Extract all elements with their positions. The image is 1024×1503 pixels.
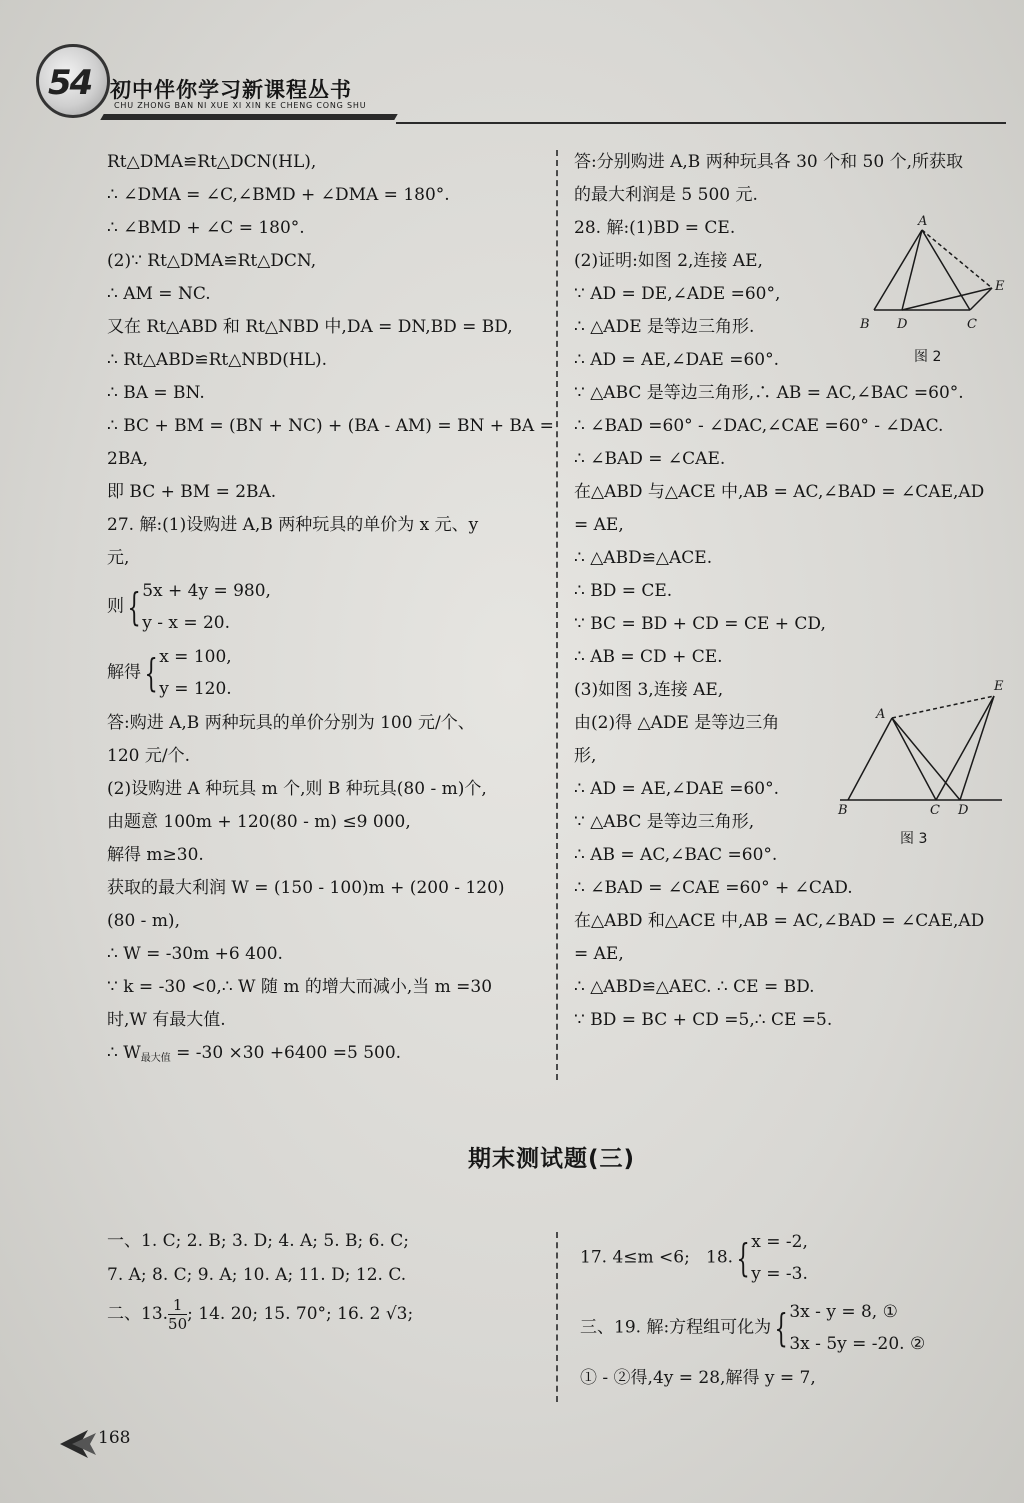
text-line: 答:分别购进 A,B 两种玩具各 30 个和 50 个,所获取 — [574, 152, 963, 172]
series-logo — [36, 44, 110, 118]
page-number: 168 — [98, 1428, 131, 1448]
section-title: 期末测试题(三) — [468, 1146, 636, 1172]
brace: { — [127, 585, 141, 629]
fig2-edge-ac — [922, 230, 970, 310]
text-line: ∴ ∠DMA = ∠C,∠BMD + ∠DMA = 180°. — [107, 185, 450, 205]
brace: { — [774, 1306, 788, 1350]
text-line: ∴ W = -30m +6 400. — [107, 944, 283, 964]
left-column — [107, 146, 554, 1070]
text-fragment: 二、13. — [107, 1304, 169, 1324]
text-line: ∴ BC + BM = (BN + NC) + (BA - AM) = BN + BA = — [107, 416, 554, 436]
text-fragment: = -30 ×30 +6400 =5 500. — [170, 1043, 402, 1063]
text-line: ∴ BD = CE. — [574, 581, 673, 601]
fig2-label-a: A — [918, 214, 928, 229]
fig3-edge-ae — [892, 696, 994, 718]
text-fragment: ∴ W — [107, 1043, 141, 1063]
text-line: ∴ AM = NC. — [107, 284, 211, 304]
figure-3-caption: 图 3 — [900, 831, 928, 847]
fig2-label-c: C — [967, 317, 977, 332]
text-line: 在△ABD 与△ACE 中,AB = AC,∠BAD = ∠CAE,AD — [574, 482, 985, 502]
text-line: 形, — [574, 746, 597, 766]
text-line: ∴ AB = AC,∠BAC =60°. — [574, 845, 778, 865]
text-line: 由(2)得 △ADE 是等边三角 — [574, 713, 780, 733]
text-line: (2)∵ Rt△DMA≌Rt△DCN, — [107, 251, 317, 271]
text-line: 在△ABD 和△ACE 中,AB = AC,∠BAD = ∠CAE,AD — [574, 911, 985, 931]
text-line: ∴ Rt△ABD≌Rt△NBD(HL). — [107, 350, 328, 370]
text-line: ∴ △ABD≌△ACE. — [574, 548, 713, 568]
text-line: 获取的最大利润 W = (150 - 100)m + (200 - 120) — [107, 878, 505, 898]
text-line: = AE, — [574, 515, 624, 535]
text-line: ∵ △ABC 是等边三角形, — [574, 812, 755, 832]
system-row: y - x = 20. — [142, 613, 231, 633]
fig2-edge-ab — [874, 230, 922, 310]
system-row: 3x - y = 8, ① — [789, 1302, 898, 1322]
text-line: 2BA, — [107, 449, 148, 469]
column-divider-lower — [556, 1232, 558, 1402]
fig3-label-c: C — [930, 803, 940, 818]
text-line: Rt△DMA≌Rt△DCN(HL), — [107, 152, 317, 172]
text-fragment: ; 14. 20; 15. 70°; 16. 2 √3; — [187, 1304, 414, 1324]
text-line: (3)如图 3,连接 AE, — [574, 680, 724, 700]
text-line: ∴ BA = BN. — [107, 383, 205, 403]
text-line: 的最大利润是 5 500 元. — [574, 185, 758, 205]
fig3-label-d: D — [958, 803, 969, 818]
fig3-edge-ad — [892, 718, 960, 800]
text-line: 答:购进 A,B 两种玩具的单价分别为 100 元/个、 — [107, 713, 475, 733]
choice-answers-1: 一、1. C; 2. B; 3. D; 4. A; 5. B; 6. C; — [107, 1231, 410, 1251]
q18-label: 18. — [706, 1247, 734, 1268]
text-line: ∴ ∠BAD =60° - ∠DAC,∠CAE =60° - ∠DAC. — [574, 416, 944, 436]
fraction — [168, 1296, 187, 1333]
text-line: (2)设购进 A 种玩具 m 个,则 B 种玩具(80 - m)个, — [107, 779, 487, 799]
fig3-edge-ab — [848, 718, 892, 800]
text-line: ∴ △ABD≌△AEC. ∴ CE = BD. — [574, 977, 815, 997]
figure-2-caption: 图 2 — [914, 349, 942, 365]
system-row: 3x - 5y = -20. ② — [789, 1334, 926, 1354]
answers-right — [580, 1226, 1010, 1395]
text-line: 时,W 有最大值. — [107, 1010, 226, 1030]
page-arrow-icon — [58, 1424, 98, 1464]
text-line: 28. 解:(1)BD = CE. — [574, 218, 736, 238]
figure-3-diagram — [832, 672, 1012, 822]
text-line: 27. 解:(1)设购进 A,B 两种玩具的单价为 x 元、y — [107, 515, 479, 535]
header-rule — [396, 122, 1006, 124]
fig3-label-e: E — [994, 679, 1004, 694]
q19-step: ① - ②得,4y = 28,解得 y = 7, — [580, 1368, 816, 1388]
fig2-edge-ae — [922, 230, 992, 288]
text-line: ∴ ∠BAD = ∠CAE =60° + ∠CAD. — [574, 878, 853, 898]
text-line: ∵ △ABC 是等边三角形,∴ AB = AC,∠BAC =60°. — [574, 383, 964, 403]
series-pinyin: CHU ZHONG BAN NI XUE XI XIN KE CHENG CONG SHU — [114, 101, 367, 110]
text-line: (80 - m), — [107, 911, 180, 931]
text-line: ∴ △ADE 是等边三角形. — [574, 317, 755, 337]
system-row: x = -2, — [751, 1232, 808, 1252]
equation-system-2 — [107, 641, 537, 707]
system-prefix: 解得 — [107, 662, 141, 683]
brace: { — [144, 651, 158, 695]
fig3-label-a: A — [876, 707, 886, 722]
fig3-edge-ac — [892, 718, 936, 800]
fig2-edge-ad — [902, 230, 922, 310]
fill-answers — [107, 1296, 547, 1340]
fig2-edge-de — [902, 288, 992, 310]
text-line: ∴ AD = AE,∠DAE =60°. — [574, 350, 780, 370]
column-divider — [556, 150, 558, 1080]
text-line: ∴ ∠BMD + ∠C = 180°. — [107, 218, 305, 238]
text-line: 120 元/个. — [107, 746, 190, 766]
fig2-label-b: B — [860, 317, 870, 332]
subscript: 最大值 — [140, 1053, 171, 1064]
figure-2-diagram — [852, 210, 1012, 340]
equation-system-1 — [107, 575, 537, 641]
text-line: ∴ AB = CD + CE. — [574, 647, 723, 667]
system-prefix: 则 — [107, 596, 124, 617]
fig2-label-d: D — [897, 317, 908, 332]
book-header — [36, 44, 1006, 124]
fig3-label-b: B — [838, 803, 848, 818]
text-line: ∵ BD = BC + CD =5,∴ CE =5. — [574, 1010, 833, 1030]
text-line: 又在 Rt△ABD 和 Rt△NBD 中,DA = DN,BD = BD, — [107, 317, 513, 337]
q17-q18 — [580, 1226, 1010, 1290]
series-title: 初中伴你学习新课程丛书 — [110, 78, 352, 102]
system-row: 5x + 4y = 980, — [142, 581, 271, 601]
fraction-denominator: 50 — [168, 1315, 188, 1333]
text-line: ∴ ∠BAD = ∠CAE. — [574, 449, 726, 469]
system-row: y = -3. — [751, 1264, 808, 1284]
system-row: y = 120. — [159, 679, 232, 699]
text-line: 元, — [107, 548, 130, 568]
q19-system — [580, 1296, 1010, 1362]
text-line: (2)证明:如图 2,连接 AE, — [574, 251, 763, 271]
text-line: ∴ AD = AE,∠DAE =60°. — [574, 779, 780, 799]
brace: { — [736, 1236, 750, 1280]
max-profit-line — [107, 1037, 537, 1070]
q19-prefix: 三、19. 解:方程组可化为 — [580, 1317, 772, 1338]
text-line: 由题意 100m + 120(80 - m) ≤9 000, — [107, 812, 411, 832]
text-line: = AE, — [574, 944, 624, 964]
q17-answer: 17. 4≤m <6; — [580, 1247, 690, 1268]
system-row: x = 100, — [159, 647, 232, 667]
logo-number: 54 — [48, 63, 92, 103]
text-line: ∵ k = -30 <0,∴ W 随 m 的增大而减小,当 m =30 — [107, 977, 493, 997]
answers-left — [107, 1224, 547, 1340]
fraction-numerator: 1 — [168, 1296, 187, 1315]
choice-answers-2: 7. A; 8. C; 9. A; 10. A; 11. D; 12. C. — [107, 1265, 407, 1285]
header-band — [100, 114, 397, 120]
text-line: ∵ BC = BD + CD = CE + CD, — [574, 614, 826, 634]
text-line: ∵ AD = DE,∠ADE =60°, — [574, 284, 781, 304]
text-line: 解得 m≥30. — [107, 845, 204, 865]
text-line: 即 BC + BM = 2BA. — [107, 482, 277, 502]
fig2-label-e: E — [995, 279, 1005, 294]
